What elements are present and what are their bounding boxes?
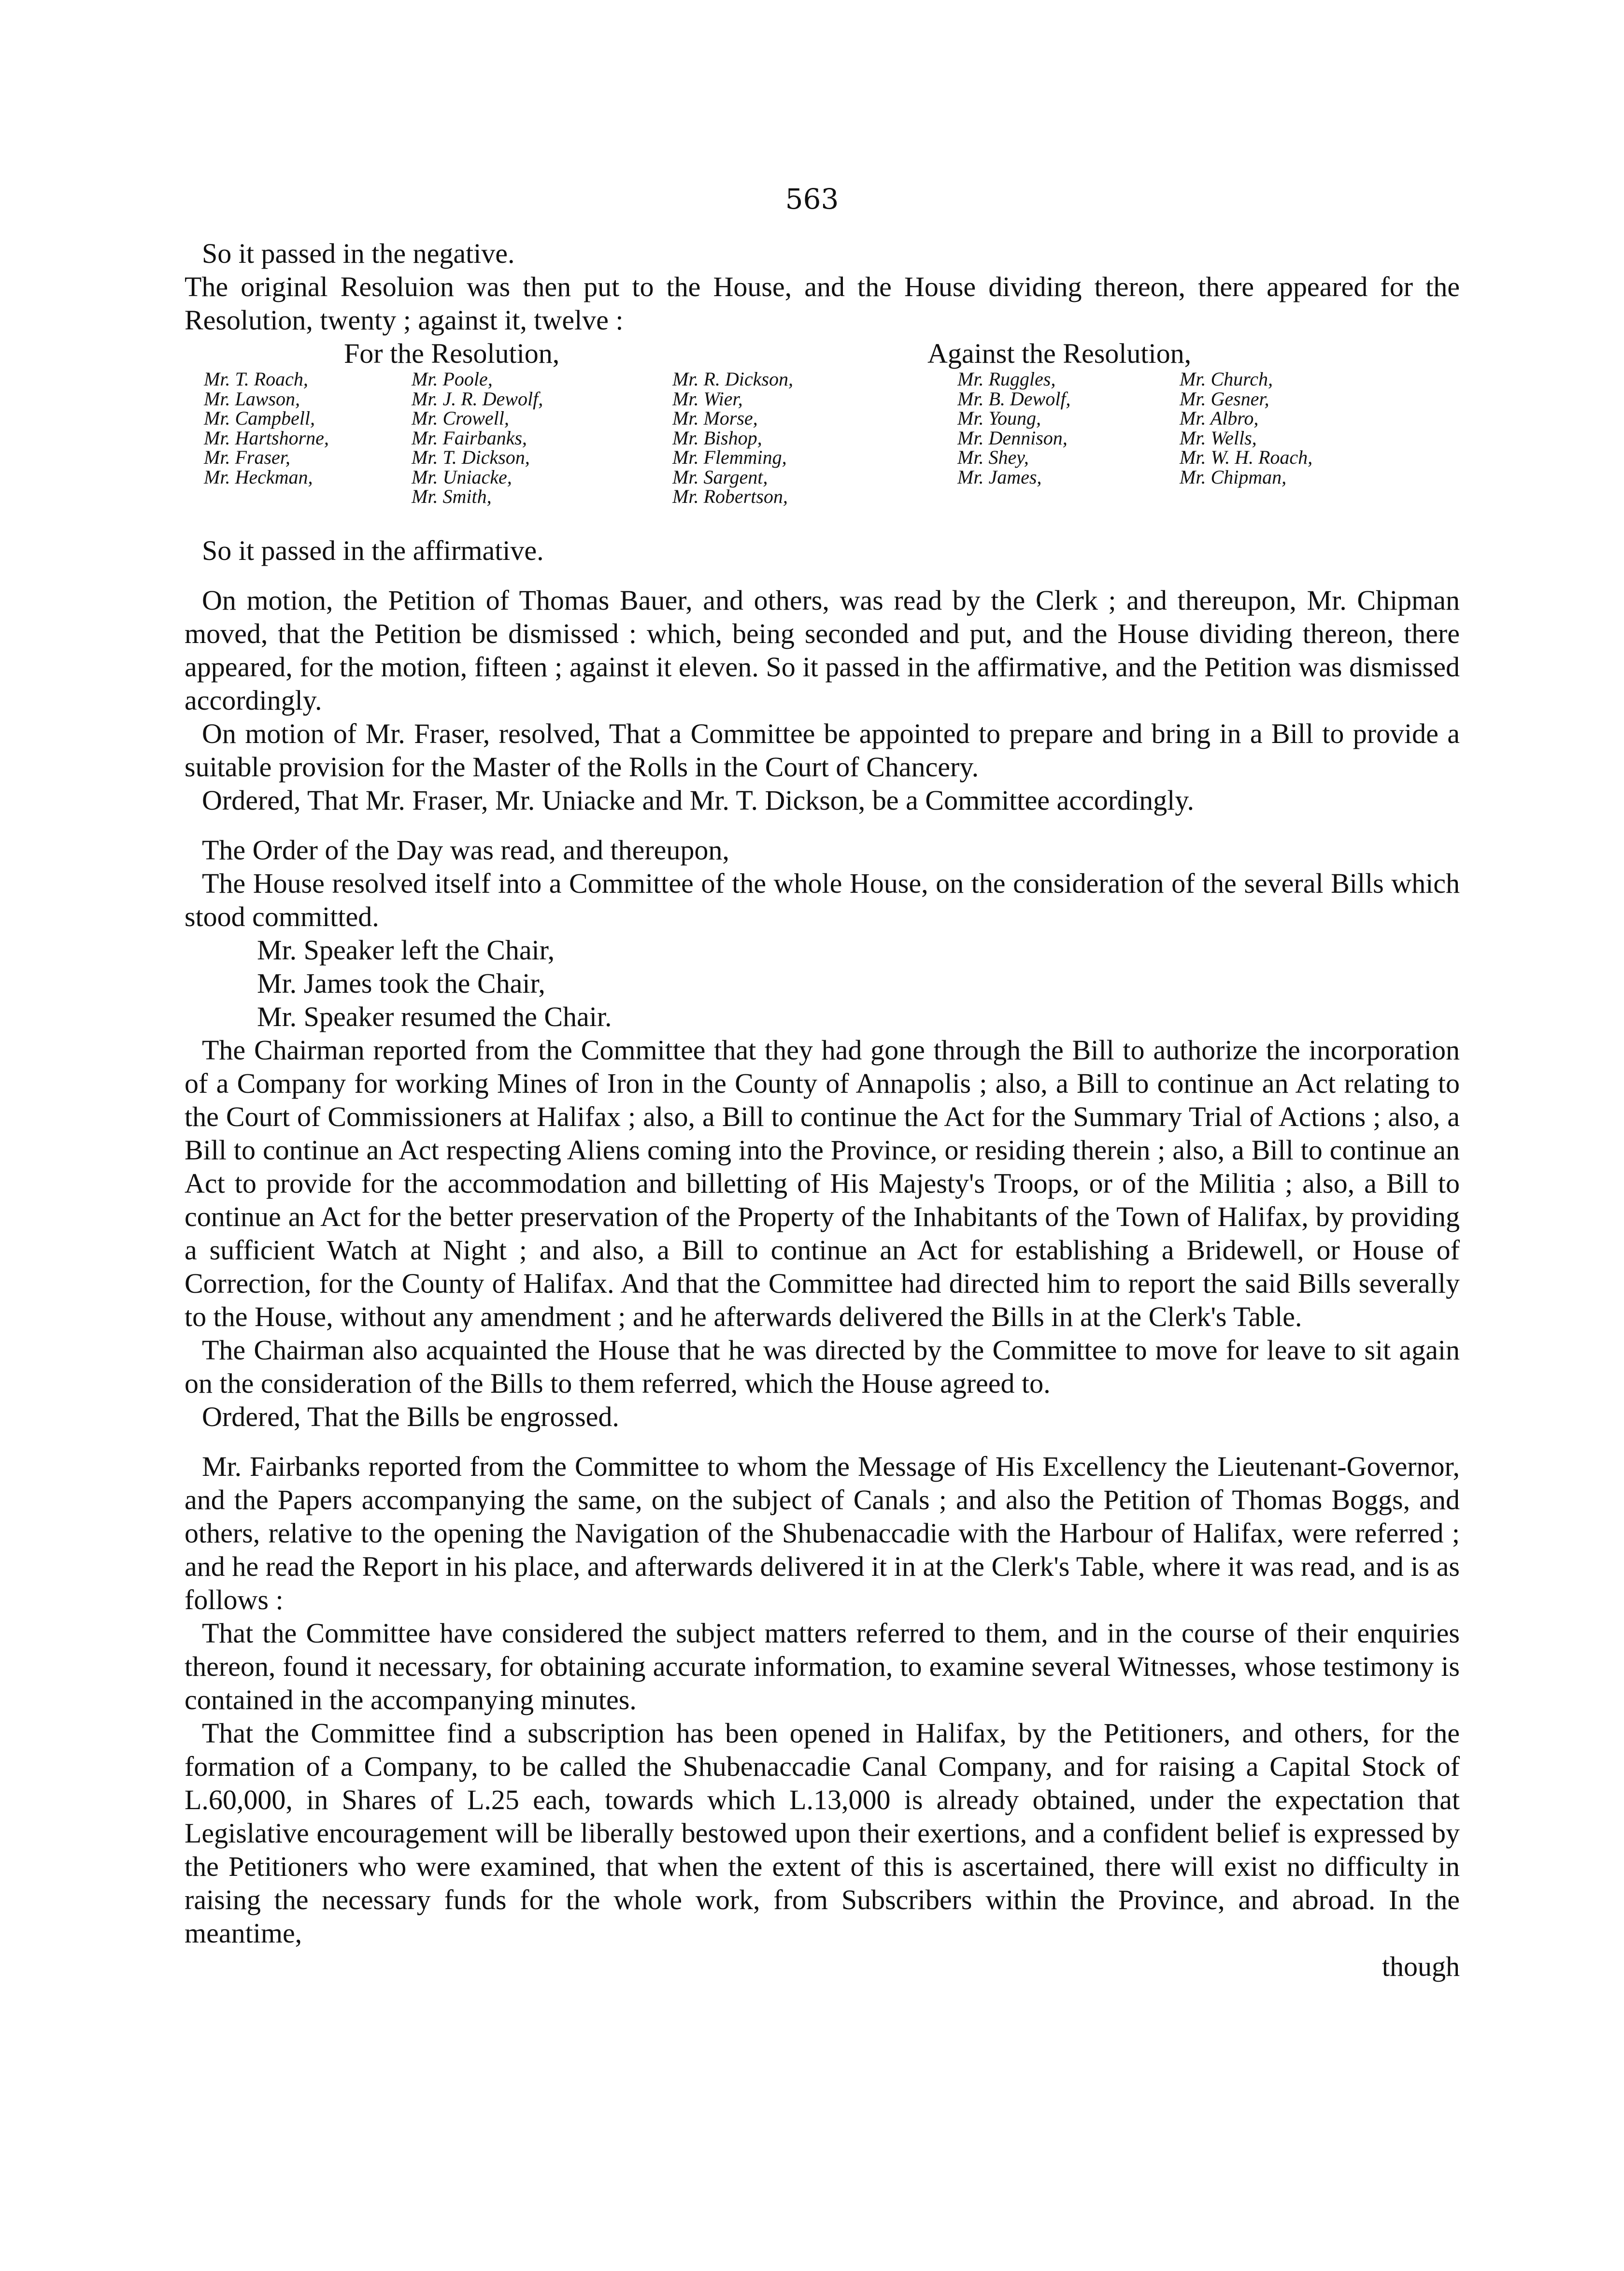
against-column-2 bbox=[1180, 370, 1312, 487]
member-name: Mr. Ruggles, bbox=[957, 368, 1056, 390]
member-name: Mr. Crowell, bbox=[412, 407, 509, 429]
master-of-rolls-paragraph: On motion of Mr. Fraser, resolved, That a Committee be appointed to prepare and bring in a Bill to provide a suitable provision for the Master of the Rolls in the Court of Chancery. bbox=[185, 718, 1460, 783]
negative-result-line: So it passed in the negative. bbox=[202, 238, 515, 269]
catchword: though bbox=[1382, 1951, 1460, 1982]
member-name: Mr. Hartshorne, bbox=[204, 427, 329, 449]
member-name: Mr. T. Roach, bbox=[204, 368, 308, 390]
member-name: Mr. Uniacke, bbox=[412, 466, 512, 488]
petition-bauer-paragraph: On motion, the Petition of Thomas Bauer, and others, was read by the Clerk ; and thereupon, Mr. Chipman moved, that the Petition be dismissed : which, being seconded and put, and the House dividing thereon, there appeared, for the motion, fifteen ; against it eleven. So it passed in the affirmative, and the Petition was dismissed accordingly. bbox=[185, 585, 1460, 716]
for-resolution-heading: For the Resolution, bbox=[344, 338, 560, 369]
member-name: Mr. W. H. Roach, bbox=[1180, 446, 1313, 468]
member-name: Mr. Heckman, bbox=[204, 466, 313, 488]
division-names bbox=[185, 370, 1460, 534]
member-name: Mr. Albro, bbox=[1180, 407, 1259, 429]
member-name: Mr. Sargent, bbox=[672, 466, 768, 488]
member-name: Mr. T. Dickson, bbox=[412, 446, 530, 468]
subscription-paragraph: That the Committee find a subscription has been opened in Halifax, by the Petitioners, and others, for the formation of a Company, to be called the Shubenaccadie Canal Company, and for raising a Capital Stock of L.60,000, in Shares of L.25 each, towards which L.13,000 is already obtained, under the expectation that Legislative encouragement will be liberally bestowed upon their exertions, and a confident belief is expressed by the Petitioners who were examined, that when the extent of this is ascertained, there will exist no difficulty in raising the necessary funds for the whole work, from Subscribers within the Province, and abroad. In the meantime, bbox=[185, 1717, 1460, 1949]
member-name: Mr. B. Dewolf, bbox=[957, 387, 1071, 410]
member-name: Mr. Campbell, bbox=[204, 407, 315, 429]
member-name: Mr. Bishop, bbox=[672, 427, 762, 449]
committee-considered-paragraph: That the Committee have considered the subject matters referred to them, and in the course of their enquiries thereon, found it necessary, for obtaining accurate information, to examine several Witnesses, whose testimony is contained in the accompanying minutes. bbox=[185, 1617, 1460, 1715]
james-took-chair: Mr. James took the Chair, bbox=[257, 968, 545, 999]
member-name: Mr. Fairbanks, bbox=[412, 427, 527, 449]
against-column-1 bbox=[957, 370, 1070, 487]
division-intro: The original Resoluion was then put to the House, and the House dividing thereon, there appeared for the Resolution, twenty ; against it, twelve : bbox=[185, 271, 1460, 336]
chairman-report-paragraph: The Chairman reported from the Committee that they had gone through the Bill to authorize the incorporation of a Company for working Mines of Iron in the County of Annapolis ; also, a Bill to continue an Act relating to the Court of Commissioners at Halifax ; also, a Bill to continue the Act for the Summary Trial of Actions ; also, a Bill to continue an Act respecting Aliens coming into the Province, or residing therein ; also, a Bill to continue an Act to provide for the accommodation and billetting of His Majesty's Troops, or of the Militia ; also, a Bill to continue an Act for the better preservation of the Property of the Inhabitants of the Town of Halifax, by providing a sufficient Watch at Night ; and also, a Bill to continue an Act for establishing a Bridewell, or House of Correction, for the County of Halifax. And that the Committee had directed him to report the said Bills severally to the House, without any amendment ; and he afterwards delivered the Bills in at the Clerk's Table. bbox=[185, 1034, 1460, 1332]
for-column-2 bbox=[412, 370, 543, 507]
member-name: Mr. Dennison, bbox=[957, 427, 1068, 449]
member-name: Mr. Wells, bbox=[1180, 427, 1257, 449]
member-name: Mr. Church, bbox=[1180, 368, 1273, 390]
for-column-1 bbox=[204, 370, 329, 487]
member-name: Mr. Robertson, bbox=[672, 486, 788, 507]
member-name: Mr. Lawson, bbox=[204, 387, 300, 410]
member-name: Mr. Fraser, bbox=[204, 446, 290, 468]
whole-house-committee-paragraph: The House resolved itself into a Committee of the whole House, on the consideration of the several Bills which stood committed. bbox=[185, 868, 1460, 932]
for-column-3 bbox=[672, 370, 793, 507]
member-name: Mr. Shey, bbox=[957, 446, 1029, 468]
member-name: Mr. Morse, bbox=[672, 407, 758, 429]
committee-ordered-paragraph: Ordered, That Mr. Fraser, Mr. Uniacke and Mr. T. Dickson, be a Committee accordingly. bbox=[202, 785, 1195, 816]
bills-engrossed-paragraph: Ordered, That the Bills be engrossed. bbox=[202, 1401, 619, 1432]
member-name: Mr. Flemming, bbox=[672, 446, 787, 468]
member-name: Mr. Smith, bbox=[412, 486, 492, 507]
member-name: Mr. Gesner, bbox=[1180, 387, 1269, 410]
against-resolution-heading: Against the Resolution, bbox=[927, 338, 1192, 369]
speaker-left-chair: Mr. Speaker left the Chair, bbox=[257, 934, 555, 966]
order-of-day-paragraph: The Order of the Day was read, and thereupon, bbox=[202, 834, 729, 866]
member-name: Mr. Wier, bbox=[672, 387, 743, 410]
affirmative-result-line: So it passed in the affirmative. bbox=[202, 535, 544, 566]
vote-headings bbox=[185, 337, 1460, 370]
page-number: 563 bbox=[785, 183, 839, 215]
speaker-resumed-chair: Mr. Speaker resumed the Chair. bbox=[257, 1001, 612, 1032]
member-name: Mr. James, bbox=[957, 466, 1042, 488]
canals-report-paragraph: Mr. Fairbanks reported from the Committee to whom the Message of His Excellency the Lieutenant-Governor, and the Papers accompanying the same, on the subject of Canals ; and also the Petition of Thomas Boggs, and others, relative to the opening the Navigation of the Shubenaccadie with the Harbour of Halifax, were referred ; and he read the Report in his place, and afterwards delivered it in at the Clerk's Table, where it was read, and is as follows : bbox=[185, 1451, 1460, 1615]
member-name: Mr. J. R. Dewolf, bbox=[412, 387, 543, 410]
page-body bbox=[185, 237, 1460, 1983]
chairman-acquainted-paragraph: The Chairman also acquainted the House that he was directed by the Committee to move for leave to sit again on the consideration of the Bills to them referred, which the House agreed to. bbox=[185, 1334, 1460, 1399]
member-name: Mr. Chipman, bbox=[1180, 466, 1287, 488]
member-name: Mr. Poole, bbox=[412, 368, 493, 390]
member-name: Mr. R. Dickson, bbox=[672, 368, 793, 390]
member-name: Mr. Young, bbox=[957, 407, 1041, 429]
